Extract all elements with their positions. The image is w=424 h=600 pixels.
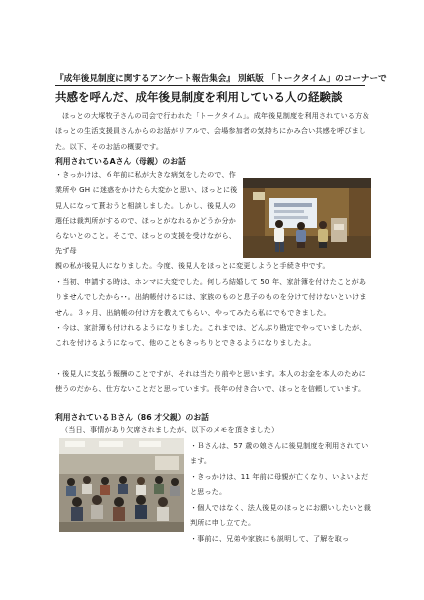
section-a-paragraph: ・きっかけは、６年前に私が大きな病気をしたので、作業所や GH に迷惑をかけたら大変かと思い、ほっとに後見人になって貰おうと相談しました。しかし、後見人の選任は裁判所がするので、ほっとがなれるかどうか分からないとのこと。そこで、ほっとの支援を受けながら、先ず母 (55, 170, 238, 256)
section-b-note: （当日、事情があり欠席されましたが、以下のメモを頂きました） (61, 425, 279, 434)
section-a-paragraph: ・今は、家計簿も付けれるようになりました。これまでは、どんぶり勘定でやっていましたが、これを付けるようになって、他のこともきっちりとできるようになりましたよ。 (55, 323, 367, 348)
section-b-paragraph: ・個人ではなく、法人後見のほっとにお願いしたいと裁判所に申し立てた。 (190, 503, 371, 528)
section-b-paragraph: ・事前に、兄弟や家族にも説明して、了解を取っ (190, 534, 350, 543)
section-b-paragraph: ・きっかけは、11 年前に母親が亡くなり、いよいよだと思った。 (190, 472, 369, 497)
section-a-paragraph: ・当初、申請する時は、ホンマに大変でした。何しろ結婚して 50 年、家計簿を付けたことがありませんでしたから･･。出納帳付けるには、家族のものと息子のものを分けて付けないといけません。３ヶ月、出納帳の付け方を教えてもらい、やってみたら私にでもできました。 (55, 277, 367, 317)
section-b-paragraph: ・Ｂさんは、57 歳の娘さんに後見制度を利用されています。 (190, 441, 369, 466)
page-headline: 共感を呼んだ、成年後見制度を利用している人の経験談 (55, 90, 343, 104)
section-b-title: 利用されているＢさん（86 才父親）のお話 (55, 413, 209, 422)
intro-paragraph: ほっとの大塚牧子さんの司会で行われた「トークタイム」。成年後見制度を利用されている方＆ほっとの生活支援員さんからのお話がリアルで、会場参加者の気持ちにかみ合い共感を呼びました。以下、そのお話の概要です。 (55, 111, 370, 151)
section-a-paragraph: 親の私が後見人になりました。今度、後見人をほっとに変更しようと手続き中です。 (55, 261, 330, 270)
section-a-paragraph: ・後見人に支払う報酬のことですが、それは当たり前やと思います。本人のお金を本人のために使うのだから、仕方ないことだと思っています。長年の付き合いで、ほっとを信頼しています。 (55, 369, 366, 394)
talk-session-photo (243, 178, 371, 258)
audience-photo (59, 438, 184, 532)
section-a-title: 利用されているAさん（母親）のお話 (55, 157, 186, 166)
event-banner: 『成年後見制度に関するアンケート報告集会』 別紙版 「トークタイム」のコーナーで (55, 74, 387, 84)
